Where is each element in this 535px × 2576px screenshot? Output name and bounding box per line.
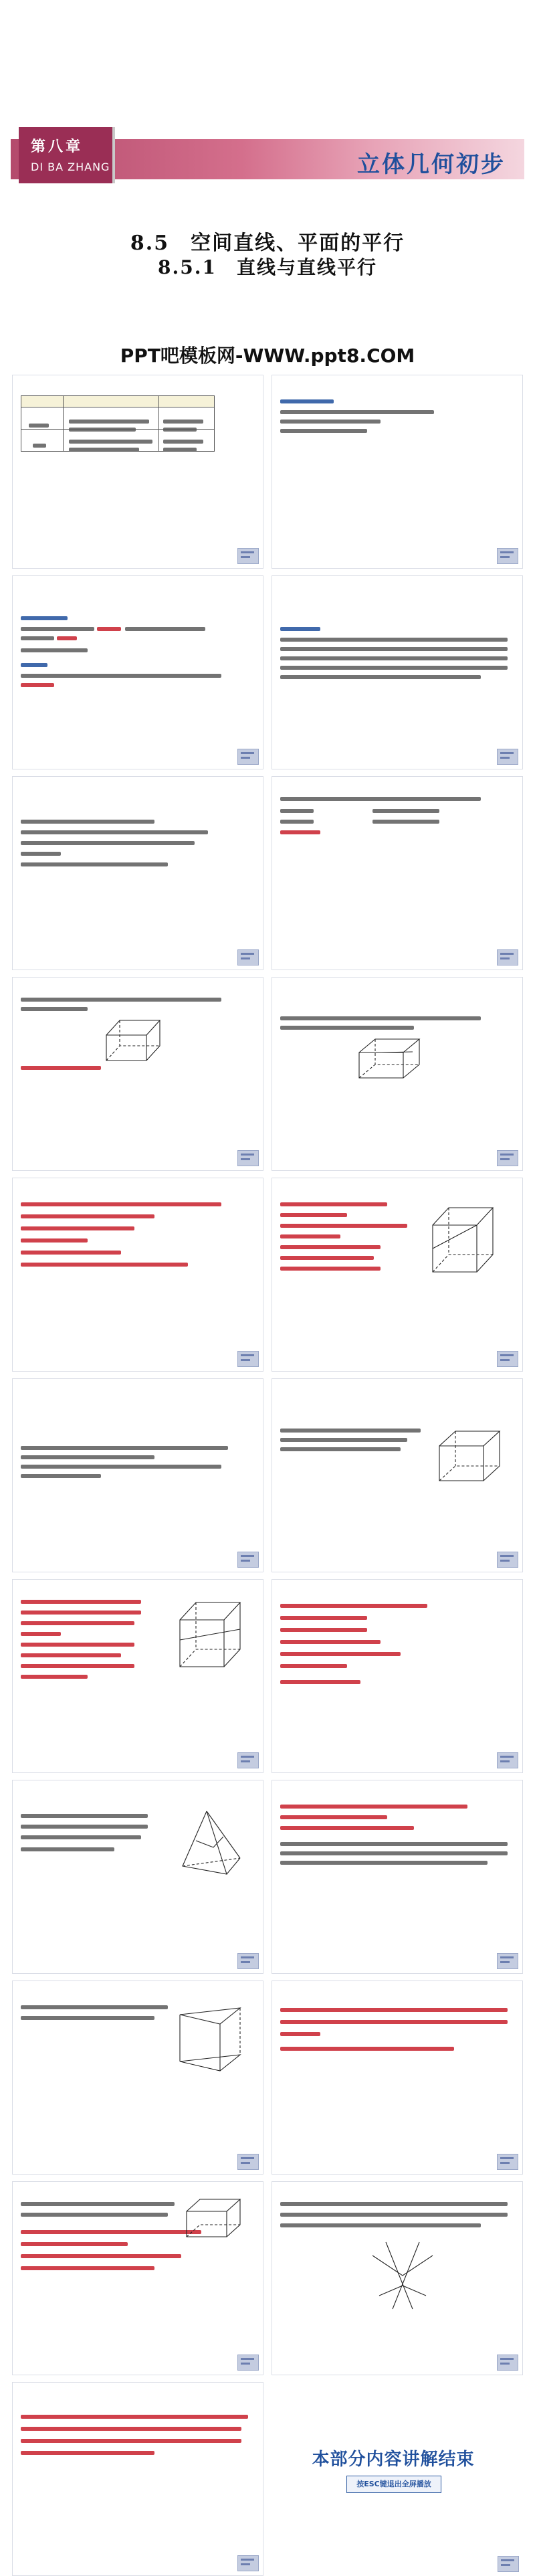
proof-text — [21, 1251, 121, 1255]
body-text — [21, 998, 221, 1002]
heading-text — [21, 663, 47, 667]
proof-text — [21, 1675, 88, 1679]
proof-text — [21, 2242, 128, 2246]
proof-text — [21, 1600, 141, 1604]
proof-text — [280, 1604, 427, 1608]
body-text — [125, 627, 205, 631]
slide-proof-4[interactable] — [272, 1579, 523, 1773]
body-text — [280, 2213, 508, 2217]
slide-proof-7[interactable] — [12, 2382, 263, 2576]
proof-text — [21, 1263, 188, 1267]
slide-nav — [505, 579, 518, 587]
body-text — [21, 1814, 148, 1818]
proof-text — [21, 2439, 241, 2443]
body-text — [21, 852, 61, 856]
proof-text — [21, 2230, 201, 2234]
banner-title: 立体几何初步 — [357, 151, 506, 178]
slide-footer-logo — [237, 1552, 259, 1568]
angle-figure — [366, 2235, 439, 2316]
slide-practice-2[interactable] — [12, 1981, 263, 2175]
exit-fullscreen-button[interactable]: 按ESC键退出全屏播放 — [346, 2476, 441, 2493]
heading-text — [280, 399, 334, 403]
proof-text — [280, 2008, 508, 2012]
proof-text — [21, 1202, 221, 1206]
slide-nav — [245, 1984, 259, 1992]
body-text — [21, 1007, 88, 1011]
proof-text — [21, 1653, 121, 1657]
proof-text — [280, 1224, 407, 1228]
choice-option — [280, 820, 314, 824]
slide-nav — [505, 1382, 518, 1390]
slide-footer-logo — [237, 1150, 259, 1166]
proof-text — [21, 1226, 134, 1230]
body-text — [280, 420, 381, 424]
slide-choice-question[interactable] — [272, 776, 523, 970]
slide-nav — [505, 980, 518, 988]
slide-proof-6[interactable] — [272, 1981, 523, 2175]
slide-nav — [505, 2185, 518, 2193]
slide-nav — [505, 1783, 518, 1791]
body-text — [280, 1447, 401, 1451]
body-text — [21, 674, 221, 678]
body-text — [280, 1851, 508, 1855]
section-heading: 8.5 空间直线、平面的平行 — [130, 232, 405, 255]
body-text — [280, 675, 481, 679]
cell-text — [69, 448, 139, 452]
slide-nav — [505, 779, 518, 788]
body-text — [280, 638, 508, 642]
proof-text — [280, 2032, 320, 2036]
cube-figure — [426, 1198, 500, 1279]
slide-footer-logo — [497, 1752, 518, 1768]
slide-footer-logo — [237, 2555, 259, 2571]
subsection-heading: 8.5.1 直线与直线平行 — [158, 256, 377, 278]
body-text — [280, 656, 508, 660]
body-text — [280, 2202, 508, 2206]
proof-text — [280, 1664, 347, 1668]
proof-text — [21, 1664, 134, 1668]
body-text — [280, 797, 481, 801]
proof-text — [21, 2254, 181, 2258]
fill-blank-answer — [21, 683, 54, 687]
chapter-banner — [11, 127, 524, 187]
body-text — [21, 2005, 168, 2009]
slide-method-summary[interactable] — [12, 1378, 263, 1572]
slide-nav — [505, 378, 518, 386]
slide-nav — [505, 1181, 518, 1189]
slide-practice-4[interactable] — [272, 2181, 523, 2375]
slide-learning-goals[interactable] — [12, 375, 263, 569]
cube-figure — [180, 2195, 247, 2242]
proof-text — [21, 1611, 141, 1615]
slide-proof-5[interactable] — [272, 1780, 523, 1974]
proof-text — [280, 1680, 360, 1684]
body-text — [21, 627, 94, 631]
chapter-pinyin: DI BA ZHANG — [31, 161, 110, 173]
cell-text — [69, 420, 149, 424]
body-text — [21, 1455, 154, 1459]
slide-practice-1[interactable] — [272, 1378, 523, 1572]
cell-text — [69, 440, 152, 444]
slide-proof-2[interactable] — [272, 1178, 523, 1372]
body-text — [280, 2223, 481, 2227]
body-text — [280, 1026, 414, 1030]
body-text — [280, 666, 508, 670]
body-text — [280, 1842, 508, 1846]
slide-nav — [245, 1382, 259, 1390]
slide-footer-logo — [497, 749, 518, 765]
proof-text — [21, 1632, 61, 1636]
proof-text — [21, 2266, 154, 2270]
answer-text — [21, 1066, 101, 1070]
body-text — [21, 648, 88, 652]
proof-text — [280, 2047, 454, 2051]
proof-text — [280, 1256, 374, 1260]
body-text — [280, 429, 367, 433]
body-text — [21, 862, 168, 866]
chapter-badge — [19, 127, 115, 183]
proof-text — [280, 1826, 414, 1830]
answer-text — [280, 830, 320, 834]
proof-text — [21, 1643, 134, 1647]
slide-nav — [245, 779, 259, 788]
body-text — [21, 841, 195, 845]
slide-practice-3[interactable] — [12, 2181, 263, 2375]
proof-text — [280, 1640, 381, 1644]
slide-footer-logo — [237, 949, 259, 965]
slide-footer-logo — [497, 949, 518, 965]
slide-footer-logo — [237, 2355, 259, 2371]
slide-nav — [245, 1783, 259, 1791]
cube-figure — [173, 1593, 247, 1673]
body-text — [21, 636, 54, 640]
slide-proof-3[interactable] — [12, 1579, 263, 1773]
proof-text — [21, 2415, 248, 2419]
proof-text — [21, 1214, 154, 1218]
slide-footer-logo — [498, 2556, 519, 2572]
fill-blank-answer — [57, 636, 77, 640]
proof-text — [280, 2020, 508, 2024]
slide-footer-logo — [497, 1150, 518, 1166]
slide-nav — [245, 1582, 259, 1590]
slide-footer-logo — [237, 749, 259, 765]
watermark-text: PPT吧模板网-WWW.ppt8.COM — [120, 345, 415, 367]
cell-text — [29, 424, 49, 428]
slide-footer-logo — [497, 2154, 518, 2170]
chapter-title: 第八章 — [31, 139, 84, 155]
slide-problem-guide[interactable] — [272, 375, 523, 569]
slide-footer-logo — [497, 1552, 518, 1568]
cell-text — [163, 428, 197, 432]
proof-text — [280, 1616, 367, 1620]
body-text — [280, 1016, 481, 1020]
proof-text — [280, 1628, 367, 1632]
cube-figure — [352, 1034, 426, 1081]
slide-concept-notes[interactable] — [272, 575, 523, 769]
slide-nav — [505, 1984, 518, 1992]
closing-title: 本部分内容讲解结束 — [312, 2450, 475, 2470]
fill-blank-answer — [97, 627, 121, 631]
slide-footer-logo — [237, 1752, 259, 1768]
proof-text — [21, 2427, 241, 2431]
slide-explore-point-2[interactable] — [12, 1780, 263, 1974]
slide-nav — [245, 2385, 259, 2393]
cell-text — [33, 444, 46, 448]
body-text — [21, 1835, 141, 1839]
proof-text — [280, 1245, 381, 1249]
slide-footer-logo — [497, 1953, 518, 1969]
choice-option — [372, 820, 439, 824]
cell-text — [163, 440, 203, 444]
proof-text — [21, 1621, 134, 1625]
slide-proof-1[interactable] — [12, 1178, 263, 1372]
prism-figure — [173, 2001, 247, 2075]
slide-new-knowledge[interactable] — [12, 575, 263, 769]
slide-nav — [505, 1582, 518, 1590]
slide-footer-logo — [237, 1953, 259, 1969]
cell-text — [69, 428, 136, 432]
slide-footer-logo — [237, 2154, 259, 2170]
slide-footer-logo — [237, 548, 259, 564]
body-text — [280, 647, 508, 651]
body-text — [21, 2213, 168, 2217]
heading-text — [21, 616, 68, 620]
proof-text — [280, 1213, 347, 1217]
slide-explore-point-1[interactable] — [272, 977, 523, 1171]
proof-text — [280, 1234, 340, 1238]
slide-self-check[interactable] — [12, 776, 263, 970]
body-text — [21, 2016, 154, 2020]
body-text — [21, 830, 208, 834]
proof-text — [21, 1238, 88, 1243]
proof-text — [21, 2451, 154, 2455]
choice-option — [372, 809, 439, 813]
slide-footer-logo — [237, 1351, 259, 1367]
slide-nav — [245, 579, 259, 587]
proof-text — [280, 1267, 381, 1271]
body-text — [21, 1474, 101, 1478]
slide-footer-logo — [497, 548, 518, 564]
body-text — [21, 2202, 175, 2206]
cube-figure — [100, 1015, 167, 1062]
body-text — [21, 1847, 114, 1851]
cell-text — [163, 420, 203, 424]
body-text — [280, 410, 434, 414]
proof-text — [280, 1805, 467, 1809]
body-text — [21, 1446, 228, 1450]
slide-nav — [245, 980, 259, 988]
choice-option — [280, 809, 314, 813]
cube-figure — [433, 1426, 506, 1486]
slide-nav — [245, 2185, 259, 2193]
body-text — [21, 1825, 148, 1829]
cell-text — [163, 448, 197, 452]
body-text — [21, 820, 154, 824]
proof-text — [280, 1652, 401, 1656]
proof-text — [280, 1815, 387, 1819]
body-text — [280, 1861, 488, 1865]
slide-nav — [245, 378, 259, 386]
body-text — [21, 1465, 221, 1469]
body-text — [280, 1438, 407, 1442]
slide-exercise-cube[interactable] — [12, 977, 263, 1171]
slide-footer-logo — [497, 2355, 518, 2371]
body-text — [280, 1429, 421, 1433]
heading-text — [280, 627, 320, 631]
slide-nav — [245, 1181, 259, 1189]
slide-footer-logo — [497, 1351, 518, 1367]
pyramid-figure — [173, 1807, 247, 1881]
proof-text — [280, 1202, 387, 1206]
